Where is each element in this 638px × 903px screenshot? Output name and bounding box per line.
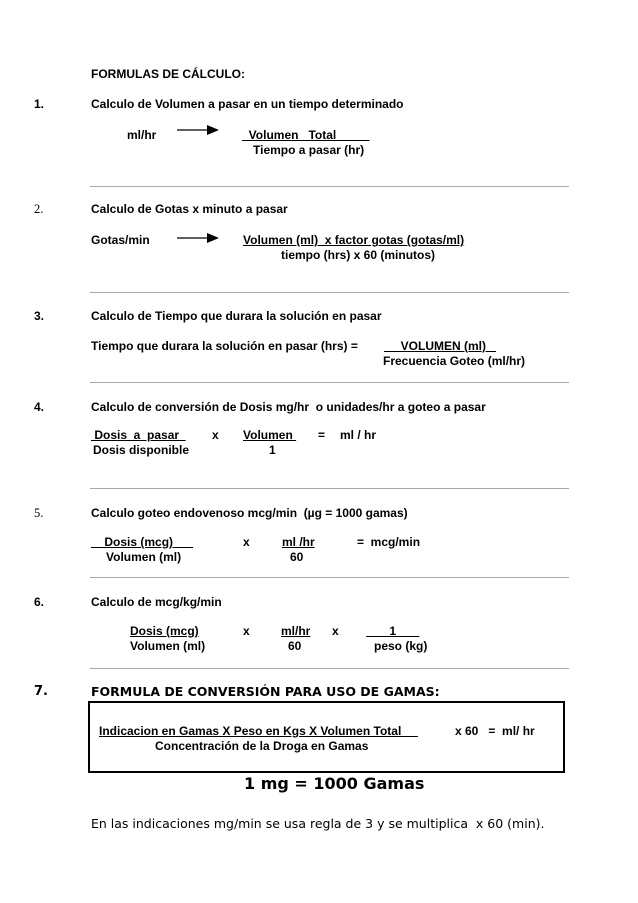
section-1-heading: Calculo de Volumen a pasar en un tiempo determinado (91, 97, 404, 111)
section-7-number: 7. (34, 684, 48, 699)
section-6-fraction1-denominator: Volumen (ml) (130, 639, 206, 653)
footnote: En las indicaciones mg/min se usa regla de 3 y se multiplica x 60 (min). (91, 816, 545, 831)
section-1-number: 1. (34, 97, 45, 111)
section-4-fraction2-denominator: 1 (269, 443, 276, 457)
section-4-fraction2-numerator: Volumen (243, 428, 297, 442)
section-4-number: 4. (34, 400, 45, 414)
section-6-operator-2: x (332, 624, 339, 638)
section-2-heading: Calculo de Gotas x minuto a pasar (91, 202, 288, 216)
section-4-result: ml / hr (340, 428, 377, 442)
section-3-heading: Calculo de Tiempo que durara la solución en pasar (91, 309, 382, 323)
section-5-heading: Calculo goteo endovenoso mcg/min (µg = 1000 gamas) (91, 506, 408, 520)
gamas-formula-denominator: Concentración de la Droga en Gamas (155, 739, 369, 753)
page-title: FORMULAS DE CÁLCULO: (91, 67, 245, 81)
gamas-formula-numerator: Indicacion en Gamas X Peso en Kgs X Volumen Total (99, 724, 418, 738)
section-6-fraction3-denominator: peso (kg) (374, 639, 428, 653)
gamas-formula-multiplier: x 60 = ml/ hr (455, 724, 535, 738)
section-4-operator: x (212, 428, 219, 442)
section-1-lhs: ml/hr (127, 128, 157, 142)
right-arrow-icon (177, 124, 219, 136)
section-2-lhs: Gotas/min (91, 233, 150, 247)
divider (90, 186, 569, 187)
right-arrow-icon (177, 232, 219, 244)
section-3-lhs: Tiempo que durara la solución en pasar (hrs) = (91, 339, 358, 353)
section-4-heading: Calculo de conversión de Dosis mg/hr o unidades/hr a goteo a pasar (91, 400, 486, 414)
section-2-number: 2. (34, 202, 44, 216)
section-5-fraction2-denominator: 60 (290, 550, 304, 564)
section-1-numerator: Volumen Total (242, 128, 370, 142)
divider (90, 488, 569, 489)
section-4-equals: = (318, 428, 326, 442)
section-5-fraction1-denominator: Volumen (ml) (106, 550, 182, 564)
section-2-denominator: tiempo (hrs) x 60 (minutos) (281, 248, 436, 262)
section-5-fraction2-numerator: ml /hr (282, 535, 315, 549)
divider (90, 382, 569, 383)
section-3-numerator: VOLUMEN (ml) (384, 339, 497, 353)
section-1-denominator: Tiempo a pasar (hr) (253, 143, 365, 157)
divider (90, 668, 569, 669)
section-6-fraction3-numerator: 1 (366, 624, 420, 638)
section-6-operator-1: x (243, 624, 250, 638)
section-3-denominator: Frecuencia Goteo (ml/hr) (383, 354, 526, 368)
section-6-heading: Calculo de mcg/kg/min (91, 595, 222, 609)
section-4-fraction1-denominator: Dosis disponible (93, 443, 190, 457)
section-5-fraction1-numerator: Dosis (mcg) (91, 535, 194, 549)
section-6-fraction2-denominator: 60 (288, 639, 302, 653)
section-4-fraction1-numerator: Dosis a pasar (91, 428, 186, 442)
equivalence-note: 1 mg = 1000 Gamas (244, 774, 425, 793)
section-6-fraction1-numerator: Dosis (mcg) (130, 624, 199, 638)
section-6-number: 6. (34, 595, 45, 609)
section-5-number: 5. (34, 506, 44, 520)
section-5-operator: x (243, 535, 250, 549)
section-3-number: 3. (34, 309, 45, 323)
divider (90, 292, 569, 293)
divider (90, 577, 569, 578)
section-6-fraction2-numerator: ml/hr (281, 624, 311, 638)
section-5-result: = mcg/min (357, 535, 421, 549)
section-7-heading: FORMULA DE CONVERSIÓN PARA USO DE GAMAS: (91, 684, 440, 699)
section-2-numerator: Volumen (ml) x factor gotas (gotas/ml) (243, 233, 465, 247)
